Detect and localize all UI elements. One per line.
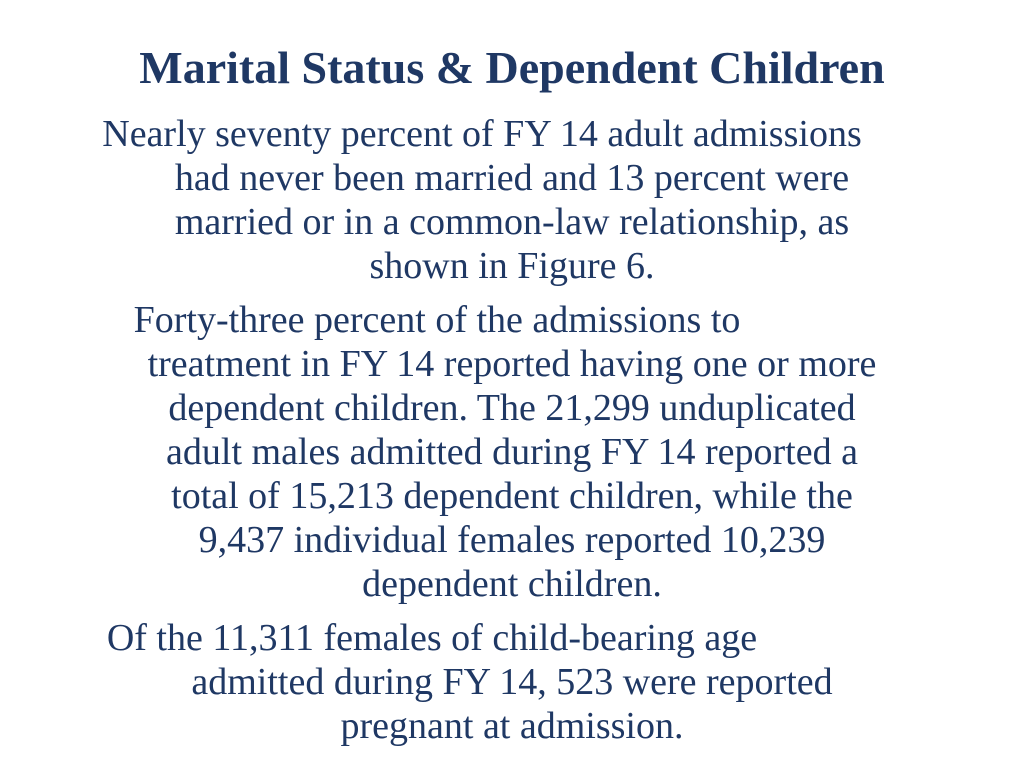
slide-body [40, 112, 984, 758]
paragraph-line: adult males admitted during FY 14 reported a [166, 431, 858, 473]
paragraph-dependent-children [40, 298, 984, 606]
paragraph-line: treatment in FY 14 reported having one or more [147, 343, 877, 385]
paragraph-line: Of the 11,311 females of child-bearing age [106, 617, 758, 659]
paragraph-line: had never been married and 13 percent were [174, 157, 850, 199]
paragraph-line: admitted during FY 14, 523 were reported [191, 661, 833, 703]
paragraph-marital-status [40, 112, 984, 288]
paragraph-line: dependent children. [362, 563, 662, 605]
paragraph-line: dependent children. The 21,299 unduplicated [168, 387, 856, 429]
paragraph-line: total of 15,213 dependent children, while the [171, 475, 853, 517]
paragraph-line: shown in Figure 6. [369, 245, 655, 287]
paragraph-line: Forty-three percent of the admissions to [133, 299, 741, 341]
paragraph-pregnancy [40, 616, 984, 748]
slide-title: Marital Status & Dependent Children [139, 42, 885, 93]
paragraph-line: married or in a common-law relationship, as [174, 201, 850, 243]
paragraph-line: Nearly seventy percent of FY 14 adult admissions [102, 113, 862, 155]
paragraph-line: pregnant at admission. [340, 705, 684, 747]
paragraph-line: 9,437 individual females reported 10,239 [198, 519, 826, 561]
